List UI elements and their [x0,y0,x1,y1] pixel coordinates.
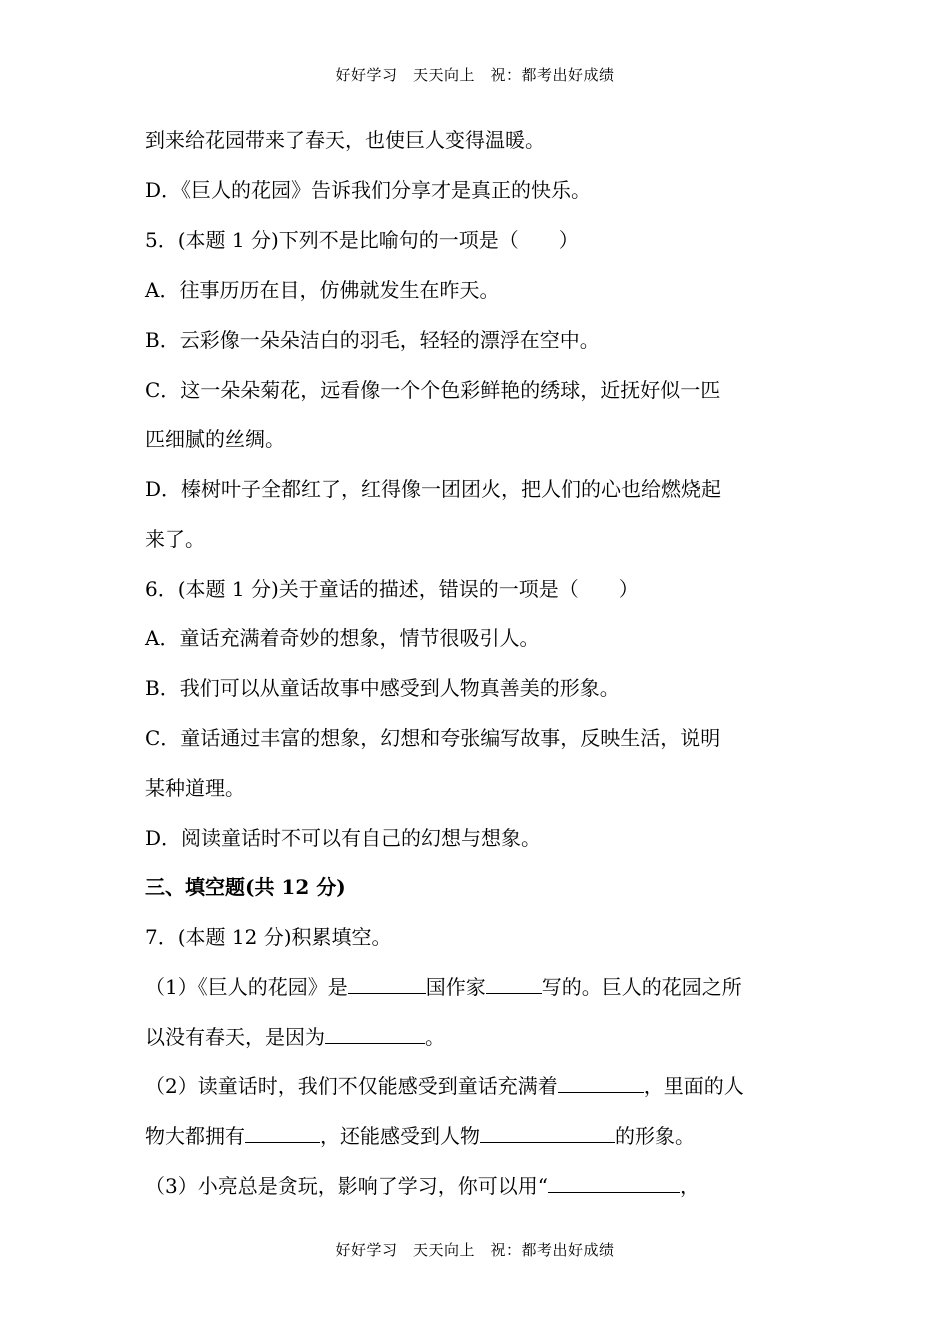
option-c-cont: 匹细腻的丝绸。 [145,427,285,451]
option-b: B．云彩像一朵朵洁白的羽毛，轻轻的漂浮在空中。 [145,328,600,352]
question-7: 7．(本题 12 分)积累填空。 [145,925,392,949]
section-heading: 三、填空题(共 12 分) [145,875,346,899]
fill-text: 国作家 [425,975,486,999]
fill-row-2 [145,1023,825,1051]
fill-row-1 [145,973,825,1001]
fill-text: 写的。巨人的花园之所 [541,975,742,999]
fill-text: 物大都拥有 [145,1124,245,1148]
fill-row-5 [145,1172,825,1200]
option-c: C．这一朵朵菊花，远看像一个个色彩鲜艳的绣球，近抚好似一匹 [145,378,721,402]
option-d-cont: 来了。 [145,527,205,551]
answer-blank[interactable] [486,973,542,994]
answer-blank[interactable] [548,1172,680,1193]
question-6: 6．(本题 1 分)关于童话的描述，错误的一项是（ ） [145,577,639,601]
fill-text: ，还能感受到人物 [320,1124,480,1148]
option-a: A．往事历历在目，仿佛就发生在昨天。 [145,278,500,302]
answer-blank[interactable] [558,1072,644,1093]
text-line: 到来给花园带来了春天，也使巨人变得温暖。 [145,128,545,152]
option-d: D．榛树叶子全都红了，红得像一团团火，把人们的心也给燃烧起 [145,477,722,501]
option-a: A．童话充满着奇妙的想象，情节很吸引人。 [145,626,540,650]
option-d: D．阅读童话时不可以有自己的幻想与想象。 [145,826,542,850]
option-d: D．《巨人的花园》告诉我们分享才是真正的快乐。 [145,178,592,202]
page-footer: 好好学习 天天向上 祝：都考出好成绩 [335,1241,615,1259]
fill-text: （3）小亮总是贪玩，影响了学习，你可以用“ [145,1174,548,1198]
option-c: C．童话通过丰富的想象，幻想和夸张编写故事，反映生活，说明 [145,726,721,750]
page-header: 好好学习 天天向上 祝：都考出好成绩 [335,66,615,84]
fill-text: ，里面的人 [643,1074,744,1098]
answer-blank[interactable] [348,973,426,994]
question-5: 5．(本题 1 分)下列不是比喻句的一项是（ ） [145,228,579,252]
fill-row-4 [145,1122,825,1150]
answer-blank[interactable] [480,1122,615,1143]
fill-text: 以没有春天，是因为 [145,1025,325,1049]
option-c-cont: 某种道理。 [145,776,245,800]
answer-blank[interactable] [245,1122,320,1143]
fill-text: （1）《巨人的花园》是 [145,975,348,999]
fill-row-3 [145,1072,825,1100]
fill-text: ， [679,1174,700,1198]
fill-text: 的形象。 [615,1124,695,1148]
answer-blank[interactable] [325,1023,425,1044]
fill-text: （2）读童话时，我们不仅能感受到童话充满着 [145,1074,558,1098]
option-b: B．我们可以从童话故事中感受到人物真善美的形象。 [145,676,620,700]
fill-text: 。 [425,1025,445,1049]
